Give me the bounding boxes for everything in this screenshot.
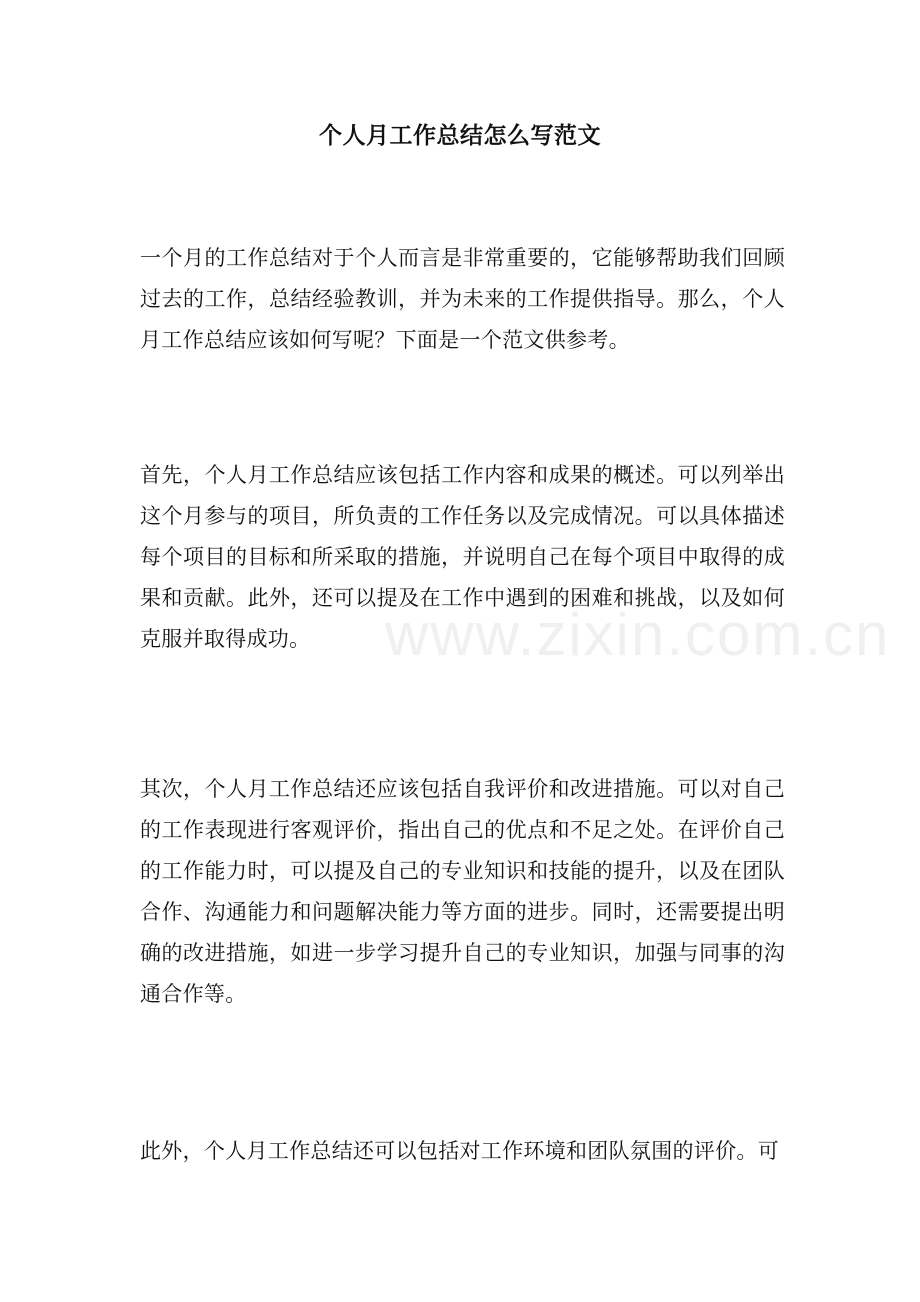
paragraph-second: 其次，个人月工作总结还应该包括自我评价和改进措施。可以对自己的工作表现进行客观评价，指出自己的优点和不足之处。在评价自己的工作能力时，可以提及自己的专业知识和技能的提升，以及在团队合作、沟通能力和问题解决能力等方面的进步。同时，还需要提出明确的改进措施，如进一步学习提升自己的专业知识，加强与同事的沟通合作等。 (140, 777, 785, 1006)
paragraph-first: 首先，个人月工作总结应该包括工作内容和成果的概述。可以列举出这个月参与的项目，所负责的工作任务以及完成情况。可以具体描述每个项目的目标和所采取的措施，并说明自己在每个项目中取得的成果和贡献。此外，还可以提及在工作中遇到的困难和挑战，以及如何克服并取得成功。 (140, 463, 785, 651)
watermark: www.zixin.com.cn (385, 601, 891, 668)
document-title: 个人月工作总结怎么写范文 (319, 122, 601, 149)
paragraph-intro: 一个月的工作总结对于个人而言是非常重要的，它能够帮助我们回顾过去的工作，总结经验教训，并为未来的工作提供指导。那么，个人月工作总结应该如何写呢？下面是一个范文供参考。 (140, 246, 785, 352)
paragraph-third: 此外，个人月工作总结还可以包括对工作环境和团队氛围的评价。可 (140, 1139, 779, 1163)
